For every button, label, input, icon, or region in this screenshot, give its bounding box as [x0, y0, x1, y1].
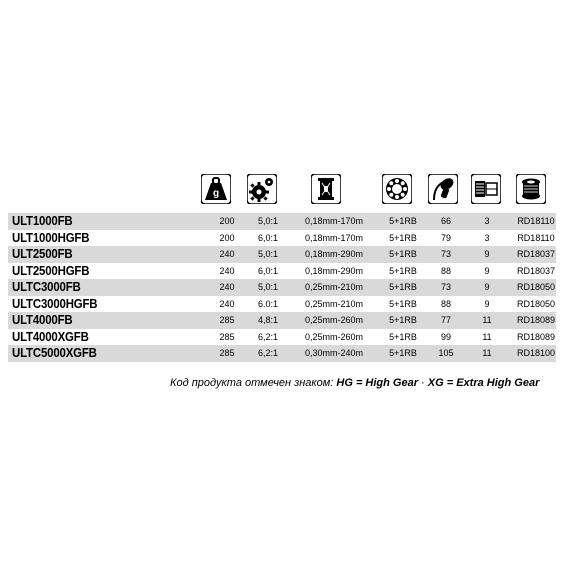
gear-ratio-cell: 6.0:1: [257, 298, 279, 309]
line-capacity-cell: 0,25mm-210m: [304, 298, 364, 309]
drag-cell: 11: [482, 315, 492, 325]
retrieve-per-turn-icon: [428, 174, 458, 204]
weight-cell: 240: [219, 249, 235, 259]
gear-ratio-cell: 5,0:1: [257, 249, 279, 259]
retrieve-cell: 88: [440, 265, 451, 276]
line-capacity-cell: 0,18mm-170m: [304, 232, 364, 243]
table-row: [8, 279, 556, 296]
footnote-separator: ·: [418, 377, 428, 389]
spool-code-cell: RD18089: [516, 315, 556, 325]
weight-cell: 240: [219, 298, 235, 309]
bearings-cell: 5+1RB: [389, 298, 417, 309]
spool-code-cell: RD18110: [517, 232, 555, 243]
spool-code-cell: RD18100: [516, 348, 556, 358]
model-name: ULTC3000HGFB: [12, 295, 98, 311]
bearings-cell: 5+1RB: [389, 282, 417, 292]
gear-ratio-cell: 4,8:1: [257, 315, 279, 325]
bearings-cell: 5+1RB: [389, 315, 417, 325]
spool-code-cell: RD18050: [516, 282, 556, 292]
footnote: [170, 377, 539, 389]
bearings-cell: 5+1RB: [389, 348, 417, 358]
table-row: [8, 230, 556, 247]
bearings-cell: 5+1RB: [389, 249, 417, 259]
retrieve-cell: 88: [440, 298, 451, 309]
weight-cell: 285: [219, 331, 235, 342]
retrieve-cell: 66: [440, 216, 451, 226]
spool-code-cell: RD18037: [516, 249, 556, 259]
line-capacity-cell: 0,25mm-260m: [304, 315, 364, 325]
line-capacity-cell: 0,30mm-240m: [304, 348, 364, 358]
gear-ratio-cell: 6,2:1: [257, 331, 279, 342]
weight-cell: 240: [219, 282, 235, 292]
drag-cell: 3: [484, 232, 490, 243]
retrieve-cell: 77: [440, 315, 451, 325]
gear-ratio-icon: [247, 174, 277, 204]
model-name: ULT1000HGFB: [12, 229, 90, 245]
drag-cell: 9: [484, 298, 490, 309]
gear-ratio-cell: 5,0:1: [257, 282, 279, 292]
spool-code-cell: RD18037: [516, 265, 556, 276]
gear-ratio-cell: 5,0:1: [257, 216, 279, 226]
line-capacity-icon: [311, 174, 341, 204]
drag-cell: 3: [484, 216, 490, 226]
footnote-prefix: Код продукта отмечен знаком:: [170, 377, 337, 389]
weight-cell: 285: [219, 348, 235, 358]
icon-header-row: [0, 174, 570, 206]
table-row: [8, 345, 556, 362]
gear-ratio-cell: 6,0:1: [257, 232, 279, 243]
drag-cell: 11: [482, 348, 492, 358]
bearings-cell: 5+1RB: [389, 265, 417, 276]
retrieve-cell: 79: [440, 232, 451, 243]
model-name: ULT4000XGFB: [12, 328, 89, 344]
weight-icon-label: g: [212, 188, 220, 199]
retrieve-cell: 73: [440, 249, 451, 259]
drag-icon: [471, 174, 501, 204]
bearings-cell: 5+1RB: [389, 331, 417, 342]
line-capacity-cell: 0,18mm-290m: [304, 265, 364, 276]
table-row: [8, 329, 556, 346]
gear-ratio-cell: 6,2:1: [257, 348, 279, 358]
weight-cell: 200: [219, 216, 235, 226]
retrieve-cell: 73: [440, 282, 451, 292]
table-row: [8, 296, 556, 313]
model-name: ULTC5000XGFB: [12, 345, 97, 360]
table-row: [8, 312, 556, 329]
line-capacity-cell: 0,25mm-260m: [304, 331, 364, 342]
retrieve-cell: 99: [440, 331, 451, 342]
drag-cell: 11: [482, 331, 492, 342]
weight-cell: 240: [219, 265, 235, 276]
table-row: [8, 246, 556, 263]
spool-code-cell: RD18050: [516, 298, 556, 309]
spool-code-icon: [516, 174, 546, 204]
model-name: ULT2500HGFB: [12, 262, 90, 278]
retrieve-cell: 105: [438, 348, 454, 358]
table-row: [8, 263, 556, 280]
model-name: ULT2500FB: [12, 246, 73, 261]
spec-rows: [8, 213, 556, 362]
weight-cell: 285: [219, 315, 235, 325]
model-name: ULT1000FB: [12, 213, 73, 228]
table-row: [8, 213, 556, 230]
model-name: ULTC3000FB: [12, 279, 81, 294]
drag-cell: 9: [484, 265, 490, 276]
drag-cell: 9: [484, 282, 490, 292]
line-capacity-cell: 0,18mm-290m: [304, 249, 364, 259]
weight-icon: [201, 174, 231, 204]
gear-ratio-cell: 6,0:1: [257, 265, 279, 276]
footnote-xg: XG = Extra High Gear: [427, 377, 540, 389]
line-capacity-cell: 0,18mm-170m: [304, 216, 364, 226]
spool-code-cell: RD18110: [517, 216, 555, 226]
footnote-hg: HG = High Gear: [336, 377, 418, 389]
ball-bearings-icon: [382, 174, 412, 204]
weight-cell: 200: [219, 232, 235, 243]
drag-cell: 9: [484, 249, 490, 259]
line-capacity-cell: 0,25mm-210m: [304, 282, 364, 292]
bearings-cell: 5+1RB: [389, 232, 417, 243]
bearings-cell: 5+1RB: [389, 216, 417, 226]
spool-code-cell: RD18089: [516, 331, 556, 342]
model-name: ULT4000FB: [12, 312, 73, 327]
